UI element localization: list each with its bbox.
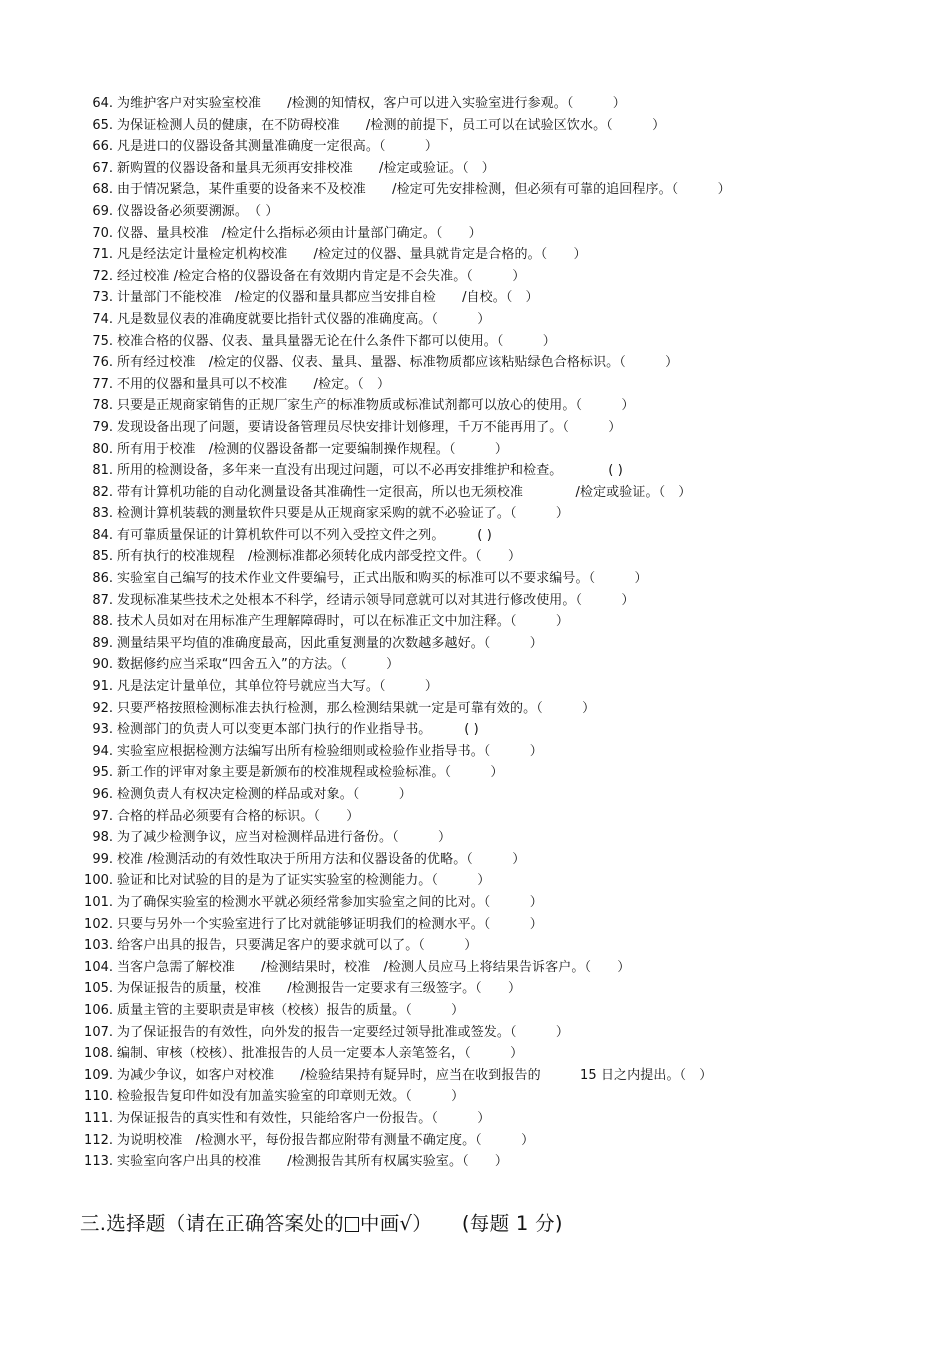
question-text: 凡是法定计量单位，其单位符号就应当大写。（ ） [117, 679, 439, 695]
question-item [0, 374, 950, 396]
question-number: 71. [92, 247, 113, 263]
question-text: 仪器、量具校准 /检定什么指标必须由计量部门确定。（ ） [117, 225, 482, 241]
question-number: 77. [92, 376, 113, 392]
question-item [0, 698, 950, 720]
question-number: 75. [92, 333, 113, 349]
question-text: 新购置的仪器设备和量具无须再安排校准 /检定或验证。（ ） [117, 160, 495, 176]
question-item [0, 309, 950, 331]
question-text: 验证和比对试验的目的是为了证实实验室的检测能力。（ ） [117, 873, 491, 889]
question-text: 计量部门不能校准 /检定的仪器和量具都应当安排自检 /自校。（ ） [117, 290, 539, 306]
question-number: 73. [92, 290, 113, 306]
question-number: 86. [92, 571, 113, 587]
question-number: 110. [84, 1089, 113, 1105]
question-text: 为说明校准 /检测水平，每份报告都应附带有测量不确定度。（ ） [117, 1132, 535, 1148]
question-item [0, 1065, 950, 1087]
question-number: 89. [92, 635, 113, 651]
question-item [0, 546, 950, 568]
question-text: 数据修约应当采取“四舍五入”的方法。（ ） [117, 657, 400, 673]
question-item [0, 503, 950, 525]
question-text: 检测部门的负责人可以变更本部门执行的作业指导书。 ( ) [117, 722, 479, 738]
question-text: 所有用于校准 /检测的仪器设备都一定要编制操作规程。（ ） [117, 441, 508, 457]
question-number: 88. [92, 614, 113, 630]
question-number: 101. [84, 894, 113, 910]
question-item [0, 244, 950, 266]
question-text: 所有经过校准 /检定的仪器、仪表、量具、量器、标准物质都应该粘贴绿色合格标识。（ ） [117, 355, 679, 371]
question-item [0, 892, 950, 914]
question-text: 只要是正规商家销售的正规厂家生产的标准物质或标准试剂都可以放心的使用。（ ） [117, 398, 635, 414]
question-number: 68. [92, 182, 113, 198]
question-text: 发现标准某些技术之处根本不科学，经请示领导同意就可以对其进行修改使用。（ ） [117, 592, 635, 608]
question-item [0, 633, 950, 655]
question-text: 编制、审核（校核）、批准报告的人员一定要本人亲笔签名，（ ） [117, 1046, 524, 1062]
question-text: 凡是进口的仪器设备其测量准确度一定很高。（ ） [117, 139, 439, 155]
question-item [0, 460, 950, 482]
question-text: 当客户急需了解校准 /检测结果时，校准 /检测人员应马上将结果告诉客户。（ ） [117, 959, 631, 975]
question-item [0, 784, 950, 806]
question-number: 83. [92, 506, 113, 522]
question-number: 70. [92, 225, 113, 241]
question-item [0, 136, 950, 158]
question-number: 74. [92, 311, 113, 327]
question-number: 90. [92, 657, 113, 673]
question-number: 84. [92, 527, 113, 543]
question-item [0, 1000, 950, 1022]
question-number: 106. [84, 1002, 113, 1018]
question-text: 只要严格按照检测标准去执行检测，那么检测结果就一定是可靠有效的。（ ） [117, 700, 596, 716]
question-text: 有可靠质量保证的计算机软件可以不列入受控文件之列。 ( ) [117, 527, 492, 543]
section-heading-text-start: 三.选择题（请在正确答案处的 [80, 1212, 344, 1235]
question-item [0, 179, 950, 201]
question-item [0, 849, 950, 871]
question-item [0, 654, 950, 676]
question-text: 实验室自己编写的技术作业文件要编号，正式出版和购买的标准可以不要求编号。（ ） [117, 571, 648, 587]
question-text: 检验报告复印件如没有加盖实验室的印章则无效。（ ） [117, 1089, 465, 1105]
question-item [0, 331, 950, 353]
section-heading-text-end: 中画√） (每题 1 分) [359, 1212, 563, 1235]
question-number: 67. [92, 160, 113, 176]
question-text: 给客户出具的报告，只要满足客户的要求就可以了。（ ） [117, 938, 478, 954]
question-text: 凡是数显仪表的准确度就要比指针式仪器的准确度高。（ ） [117, 311, 491, 327]
question-text: 由于情况紧急，某件重要的设备来不及校准 /检定可先安排检测，但必须有可靠的追回程序。（ ） [117, 182, 731, 198]
question-item [0, 525, 950, 547]
question-text: 为保证报告的真实性和有效性，只能给客户一份报告。（ ） [117, 1110, 491, 1126]
question-item [0, 266, 950, 288]
question-number: 78. [92, 398, 113, 414]
question-text: 检测负责人有权决定检测的样品或对象。（ ） [117, 787, 412, 802]
question-text: 为维护客户对实验室校准 /检测的知情权，客户可以进入实验室进行参观。（ ） [117, 96, 626, 111]
question-item [0, 1086, 950, 1108]
question-text: 仪器设备必须要溯源。 （ ） [117, 203, 279, 219]
question-number: 85. [92, 549, 113, 565]
question-item [0, 201, 950, 223]
question-text: 经过校准 /检定合格的仪器设备在有效期内肯定是不会失准。（ ） [117, 268, 526, 284]
question-text: 检测计算机装载的测量软件只要是从正规商家采购的就不必验证了。（ ） [117, 506, 570, 522]
question-number: 113. [84, 1154, 113, 1170]
question-number: 82. [92, 484, 113, 500]
question-number: 103. [84, 938, 113, 954]
question-number: 94. [92, 743, 113, 759]
question-text: 校准 /检测活动的有效性取决于所用方法和仪器设备的优略。（ ） [117, 851, 526, 867]
question-item [0, 352, 950, 374]
question-text: 为减少争议，如客户对校准 /检验结果持有疑异时，应当在收到报告的 15 日之内提出。（ ） [117, 1067, 713, 1083]
question-item [0, 158, 950, 180]
question-item [0, 417, 950, 439]
question-text: 测量结果平均值的准确度最高，因此重复测量的次数越多越好。（ ） [117, 635, 543, 651]
question-number: 95. [92, 765, 113, 781]
question-number: 69. [92, 203, 113, 219]
question-number: 100. [84, 873, 113, 889]
question-text: 实验室向客户出具的校准 /检测报告其所有权属实验室。（ ） [117, 1154, 508, 1170]
question-text: 为了保证报告的有效性，向外发的报告一定要经过领导批准或签发。（ ） [117, 1024, 570, 1040]
question-item [0, 1108, 950, 1130]
question-number: 109. [84, 1067, 113, 1083]
question-item [0, 287, 950, 309]
question-number: 79. [92, 419, 113, 435]
question-item [0, 1151, 950, 1173]
question-text: 质量主管的主要职责是审核（校核）报告的质量。（ ） [117, 1002, 465, 1018]
question-text: 为保证报告的质量，校准 /检测报告一定要求有三级签字。（ ） [117, 981, 522, 997]
question-item [0, 870, 950, 892]
question-item [0, 741, 950, 763]
question-text: 凡是经法定计量检定机构校准 /检定过的仪器、量具就肯定是合格的。（ ） [117, 247, 587, 263]
question-number: 105. [84, 981, 113, 997]
question-text: 为了确保实验室的检测水平就必须经常参加实验室之间的比对。（ ） [117, 894, 543, 910]
question-text: 实验室应根据检测方法编写出所有检验细则或检验作业指导书。（ ） [117, 743, 543, 759]
question-number: 80. [92, 441, 113, 457]
question-number: 81. [92, 463, 113, 479]
question-text: 校准合格的仪器、仪表、量具量器无论在什么条件下都可以使用。（ ） [117, 333, 556, 349]
question-item [0, 1022, 950, 1044]
question-text: 为保证检测人员的健康，在不防碍校准 /检测的前提下，员工可以在试验区饮水。（ ） [117, 117, 666, 133]
question-item [0, 395, 950, 417]
question-number: 98. [92, 830, 113, 846]
question-item [0, 1043, 950, 1065]
question-item [0, 223, 950, 245]
question-item [0, 1130, 950, 1152]
question-number: 92. [92, 700, 113, 716]
question-number: 111. [84, 1110, 113, 1126]
question-item [0, 827, 950, 849]
question-item [0, 482, 950, 504]
question-text: 为了减少检测争议，应当对检测样品进行备份。（ ） [117, 830, 452, 846]
question-number: 64. [92, 96, 113, 111]
question-item [0, 439, 950, 461]
question-number: 97. [92, 808, 113, 824]
question-number: 93. [92, 722, 113, 738]
question-text: 所有执行的校准规程 /检测标准都必须转化成内部受控文件。（ ） [117, 549, 522, 565]
question-number: 72. [92, 268, 113, 284]
question-item [0, 806, 950, 828]
question-number: 108. [84, 1046, 113, 1062]
question-item [0, 978, 950, 1000]
question-number: 96. [92, 787, 113, 802]
section-heading-choice-questions [80, 1208, 563, 1236]
question-item [0, 93, 950, 115]
question-text: 所用的检测设备，多年来一直没有出现过问题，可以不必再安排维护和检查。 ( ) [117, 463, 623, 479]
question-item [0, 762, 950, 784]
question-item [0, 115, 950, 137]
question-text: 只要与另外一个实验室进行了比对就能够证明我们的检测水平。（ ） [117, 916, 543, 932]
question-number: 107. [84, 1024, 113, 1040]
question-number: 87. [92, 592, 113, 608]
question-number: 99. [92, 851, 113, 867]
question-text: 合格的样品必须要有合格的标识。（ ） [117, 808, 360, 824]
checkbox-square-icon [345, 1217, 359, 1232]
question-item [0, 611, 950, 633]
question-item [0, 914, 950, 936]
question-text: 技术人员如对在用标准产生理解障碍时，可以在标准正文中加注释。（ ） [117, 614, 570, 630]
question-item [0, 957, 950, 979]
question-item [0, 935, 950, 957]
question-item [0, 719, 950, 741]
question-item [0, 568, 950, 590]
question-number: 112. [84, 1132, 113, 1148]
question-list [0, 93, 950, 1173]
question-item [0, 590, 950, 612]
question-number: 102. [84, 916, 113, 932]
question-text: 新工作的评审对象主要是新颁布的校准规程或检验标准。（ ） [117, 765, 504, 781]
question-number: 76. [92, 355, 113, 371]
question-text: 不用的仪器和量具可以不校准 /检定。（ ） [117, 376, 391, 392]
question-number: 66. [92, 139, 113, 155]
question-number: 104. [84, 959, 113, 975]
question-text: 带有计算机功能的自动化测量设备其准确性一定很高，所以也无须校准 /检定或验证。（ ） [117, 484, 692, 500]
question-text: 发现设备出现了问题，要请设备管理员尽快安排计划修理，千万不能再用了。（ ） [117, 419, 622, 435]
question-number: 91. [92, 679, 113, 695]
question-item [0, 676, 950, 698]
question-number: 65. [92, 117, 113, 133]
